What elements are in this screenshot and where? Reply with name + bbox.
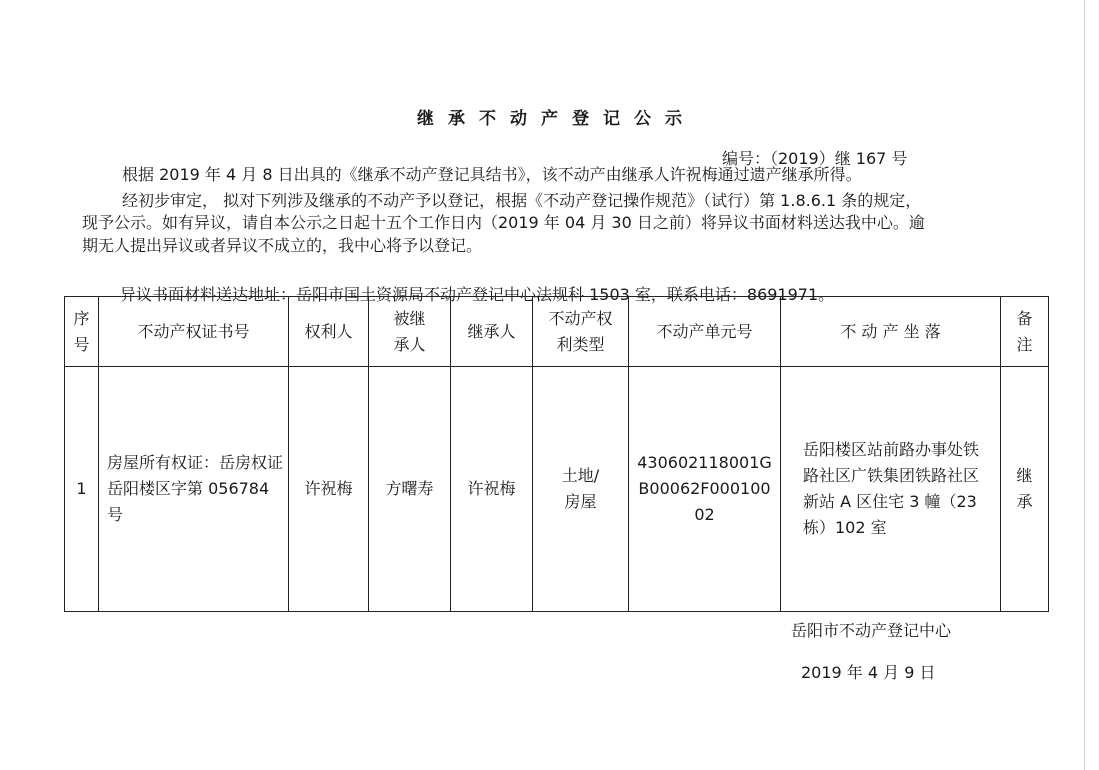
issuing-organization: 岳阳市不动产登记中心 [791, 621, 952, 640]
table-header-row [65, 297, 1049, 367]
cell-holder: 许祝梅 [289, 367, 369, 612]
header-remark: 备注 [1001, 297, 1049, 367]
cell-deceased: 方曙寿 [369, 367, 451, 612]
paragraph-review-line3: 期无人提出异议或者异议不成立的，我中心将予以登记。 [82, 236, 483, 255]
paragraph-review-line1: 经初步审定， 拟对下列涉及继承的不动产予以登记，根据《不动产登记操作规范》（试行）第 1.8.6.1 条的规定， [122, 191, 922, 210]
table-row [65, 367, 1049, 612]
document-number: 编号：（2019）继 167 号 [722, 149, 908, 168]
registration-table [64, 296, 1049, 612]
header-location: 不 动 产 坐 落 [781, 297, 1001, 367]
scan-edge [1084, 0, 1085, 770]
paragraph-basis: 根据 2019 年 4 月 8 日出具的《继承不动产登记具结书》，该不动产由继承人许祝梅通过遗产继承所得。 [122, 165, 862, 184]
cell-heir: 许祝梅 [451, 367, 533, 612]
header-cert-no: 不动产权证书号 [99, 297, 289, 367]
header-unit-no: 不动产单元号 [629, 297, 781, 367]
document-title: 继承不动产登记公示 [417, 109, 696, 129]
header-seq: 序号 [65, 297, 99, 367]
cell-unit-no: 430602118001GB00062F00010002 [629, 367, 781, 612]
issue-date: 2019 年 4 月 9 日 [801, 663, 936, 682]
cell-right-type: 土地/房屋 [533, 367, 629, 612]
cell-cert-no: 房屋所有权证：岳房权证岳阳楼区字第 056784 号 [99, 367, 289, 612]
cell-seq: 1 [65, 367, 99, 612]
header-right-type: 不动产权利类型 [533, 297, 629, 367]
cell-location: 岳阳楼区站前路办事处铁路社区广铁集团铁路社区新站 A 区住宅 3 幢（23 栋）102 室 [781, 367, 1001, 612]
header-heir: 继承人 [451, 297, 533, 367]
paragraph-address: 异议书面材料送达地址：岳阳市国土资源局不动产登记中心法规科 1503 室，联系电话：8691971。 [120, 285, 835, 304]
header-holder: 权利人 [289, 297, 369, 367]
cell-remark: 继承 [1001, 367, 1049, 612]
header-deceased: 被继承人 [369, 297, 451, 367]
paragraph-review-line2: 现予公示。如有异议，请自本公示之日起十五个工作日内（2019 年 04 月 30 日之前）将异议书面材料送达我中心。逾 [82, 213, 925, 232]
